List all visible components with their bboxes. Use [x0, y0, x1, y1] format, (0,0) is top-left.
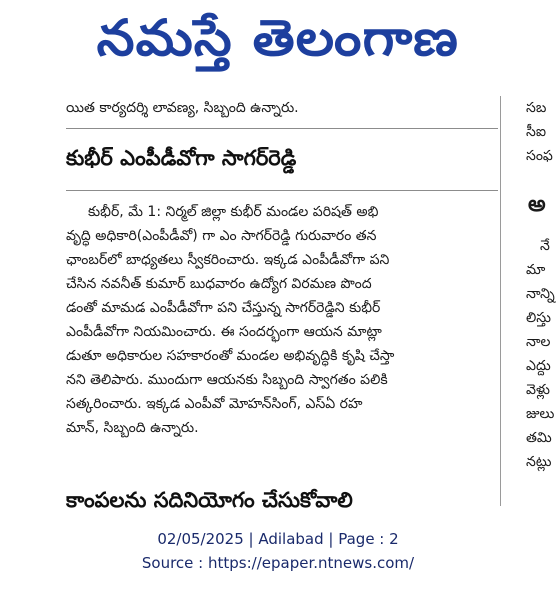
- article-line: డుతూ అధికారుల సహకారంతో మండల అభివృద్ధికి కృషి చేస్తా: [66, 348, 395, 364]
- side-line: మా: [526, 262, 546, 278]
- side-line: నాన్ని: [526, 286, 555, 302]
- next-article-headline: కాంపలను సదినియోగం చేసుకోవాలి: [66, 488, 353, 512]
- article-line: ఎంపీడీవోగా నియమించారు. ఈ సందర్భంగా ఆయన మాట్లా: [66, 324, 382, 340]
- article-line: కుభీర్, మే 1: నిర్మల్ జిల్లా కుభీర్ మండల పరిషత్ అభి: [88, 204, 379, 220]
- column-divider: [500, 96, 501, 506]
- article-line: ఛాంబర్‌లో బాధ్యతలు స్వీకరించారు. ఇక్కడ ఎంపీడీవోగా పని: [66, 252, 390, 268]
- article-headline: కుభీర్ ఎంపీడీవోగా సాగర్‌రెడ్డి: [66, 146, 297, 170]
- side-line: జులు: [526, 406, 555, 422]
- article-line: వృద్ధి అధికారి(ఎంపీడీవో) గా ఎం సాగర్‌రెడ్డి గురువారం తన: [66, 228, 377, 244]
- side-line: సబ: [526, 100, 547, 116]
- article-line: చేసిన నవనీత్ కుమార్ బుధవారం ఉద్యోగ విరమణ పొంద: [66, 276, 372, 292]
- masthead-logo: నమస్తే తెలంగాణ: [96, 8, 460, 67]
- source-line: Source : https://epaper.ntnews.com/: [141, 554, 415, 572]
- side-line: ఎద్దు: [526, 358, 551, 374]
- side-line: లిస్తు: [526, 310, 551, 326]
- edition-info: 02/05/2025 | Adilabad | Page : 2: [157, 530, 399, 548]
- side-line: వెళ్లు: [526, 382, 550, 398]
- side-line: నే: [540, 238, 550, 254]
- divider: [66, 128, 498, 129]
- side-line: సీఐ: [526, 124, 547, 140]
- side-line: తమి: [526, 430, 552, 446]
- side-line: నట్లు: [526, 454, 552, 470]
- article-body: [66, 200, 498, 440]
- article-line: నని తెలిపారు. ముందుగా ఆయనకు సిబ్బంది స్వాగతం పలికి: [66, 372, 388, 388]
- article-line: సత్కరించారు. ఇక్కడ ఎంపీవో మోహన్‌సింగ్, ఎస్ఏ రహ: [66, 396, 363, 412]
- side-line: సంఫ: [526, 148, 553, 164]
- masthead: [0, 0, 556, 88]
- side-line: నాల: [526, 334, 551, 350]
- side-headline: అ: [528, 192, 546, 217]
- previous-article-tail: యిత కార్యదర్శి లావణ్య, సిబ్బంది ఉన్నారు.: [66, 100, 299, 116]
- article-line: మాన్, సిబ్బంది ఉన్నారు.: [66, 420, 199, 436]
- divider: [66, 190, 498, 191]
- newspaper-clipping: [52, 88, 556, 513]
- article-line: డంతో మామడ ఎంపీడీవోగా పని చేస్తున్న సాగర్‌రెడ్డిని కుభీర్: [66, 300, 381, 316]
